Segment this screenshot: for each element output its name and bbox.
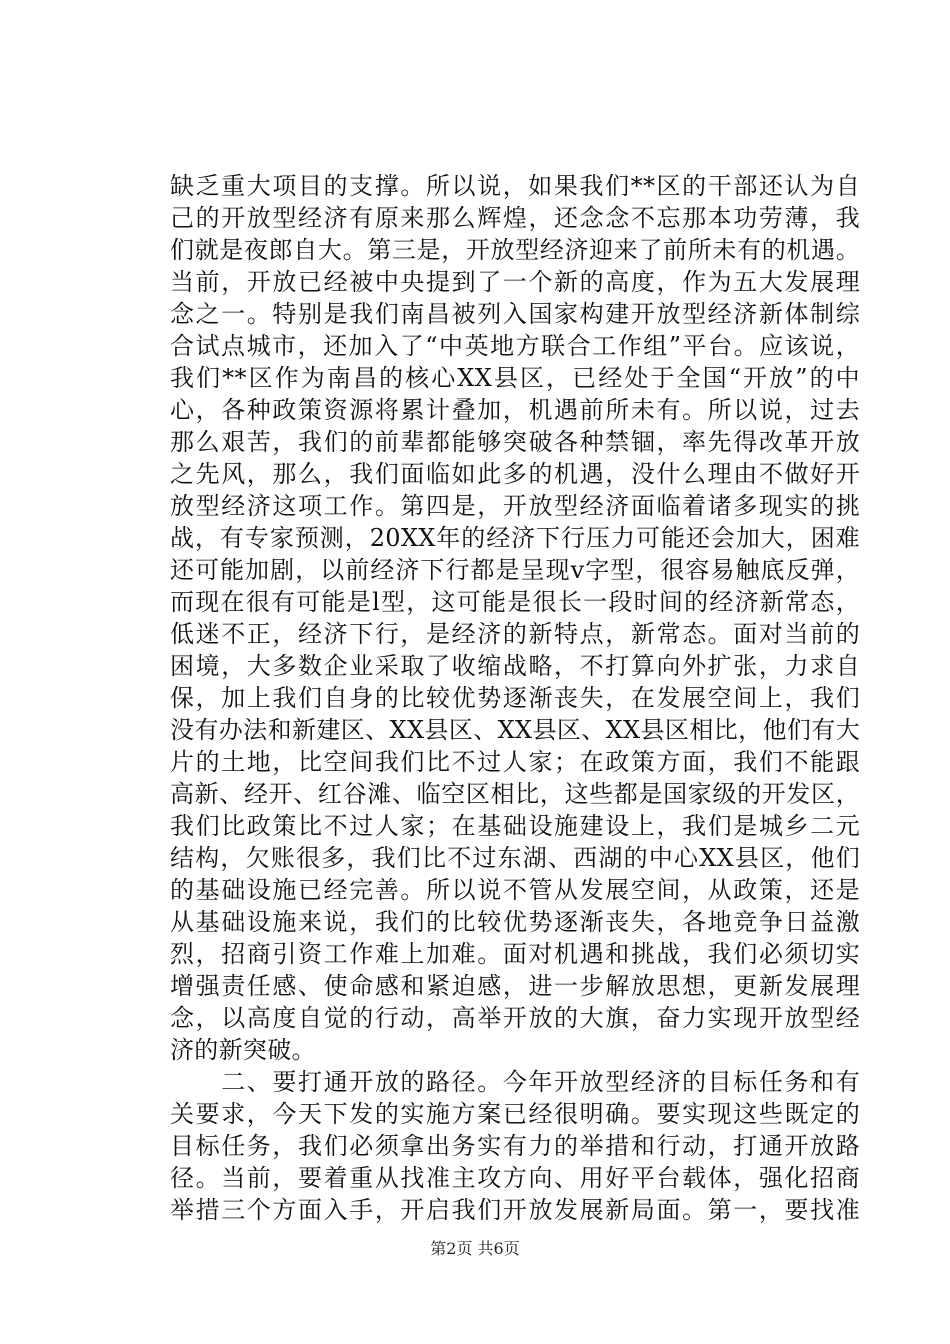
text-line: 从基础设施来说，我们的比较优势逐渐丧失，各地竞争日益激 [170,908,860,936]
text-line: 增强责任感、使命感和紧迫感，进一步解放思想，更新发展理 [170,972,860,1000]
text-line: 径。当前，要着重从找准主攻方向、用好平台载体，强化招商 [170,1164,860,1192]
text-line: 举措三个方面入手，开启我们开放发展新局面。第一，要找准 [170,1196,860,1224]
text-line: 放型经济这项工作。第四是，开放型经济面临着诸多现实的挑 [170,492,860,520]
text-line: 念之一。特别是我们南昌被列入国家构建开放型经济新体制综 [170,300,860,328]
text-line: 己的开放型经济有原来那么辉煌，还念念不忘那本功劳薄，我 [170,204,860,232]
text-line: 困境，大多数企业采取了收缩战略，不打算向外扩张，力求自 [170,652,860,680]
text-line: 我们**区作为南昌的核心XX县区，已经处于全国“开放”的中 [170,364,860,392]
body-text [170,170,860,1226]
text-line: 二、要打通开放的路径。今年开放型经济的目标任务和有 [170,1068,860,1096]
text-line: 没有办法和新建区、XX县区、XX县区、XX县区相比，他们有大 [170,716,860,744]
text-line: 济的新突破。 [170,1036,316,1064]
text-line: 那么艰苦，我们的前辈都能够突破各种禁锢，率先得改革开放 [170,428,860,456]
text-line: 关要求，今天下发的实施方案已经很明确。要实现这些既定的 [170,1100,860,1128]
text-line: 的基础设施已经完善。所以说不管从发展空间，从政策，还是 [170,876,860,904]
text-line: 当前，开放已经被中央提到了一个新的高度，作为五大发展理 [170,268,860,296]
text-line: 保，加上我们自身的比较优势逐渐丧失，在发展空间上，我们 [170,684,860,712]
text-line: 念，以高度自觉的行动，高举开放的大旗，奋力实现开放型经 [170,1004,860,1032]
text-line: 们就是夜郎自大。第三是，开放型经济迎来了前所未有的机遇。 [170,236,860,264]
text-line: 烈，招商引资工作难上加难。面对机遇和挑战，我们必须切实 [170,940,860,968]
text-line: 之先风，那么，我们面临如此多的机遇，没什么理由不做好开 [170,460,860,488]
text-line: 片的土地，比空间我们比不过人家；在政策方面，我们不能跟 [170,748,860,776]
text-line: 战，有专家预测，20XX年的经济下行压力可能还会加大，困难 [170,524,860,552]
text-line: 而现在很有可能是l型，这可能是很长一段时间的经济新常态， [170,588,860,616]
text-line: 低迷不正，经济下行，是经济的新特点，新常态。面对当前的 [170,620,860,648]
page-number-footer: 第2页 共6页 [430,1239,520,1258]
text-line: 我们比政策比不过人家；在基础设施建设上，我们是城乡二元 [170,812,860,840]
text-line: 还可能加剧，以前经济下行都是呈现v字型，很容易触底反弹， [170,556,860,584]
text-line: 目标任务，我们必须拿出务实有力的举措和行动，打通开放路 [170,1132,860,1160]
text-line: 缺乏重大项目的支撑。所以说，如果我们**区的干部还认为自 [170,172,860,200]
text-line: 结构，欠账很多，我们比不过东湖、西湖的中心XX县区，他们 [170,844,860,872]
text-line: 心，各种政策资源将累计叠加，机遇前所未有。所以说，过去 [170,396,860,424]
text-line: 高新、经开、红谷滩、临空区相比，这些都是国家级的开发区， [170,780,860,808]
text-line: 合试点城市，还加入了“中英地方联合工作组”平台。应该说， [170,332,860,360]
